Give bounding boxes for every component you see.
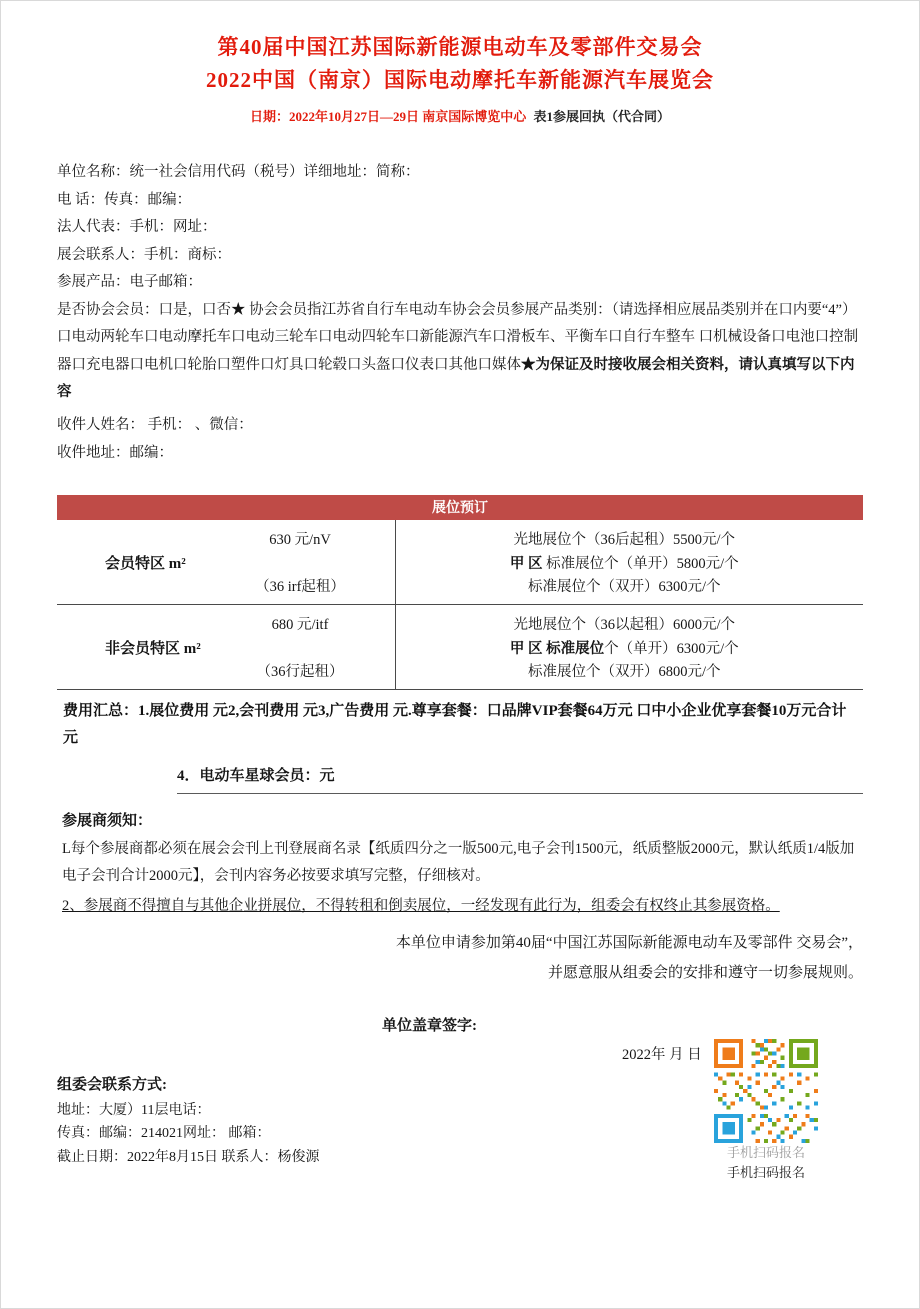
field-line-legal-rep: 法人代表：手机：网址： <box>57 219 217 236</box>
booth-option-standard-single <box>396 637 853 658</box>
table-row-nonmember <box>57 605 863 690</box>
nonmember-min-area-note: （36行起租） <box>256 664 344 681</box>
zone-a-label: 甲 区 <box>509 555 547 572</box>
bottom-section <box>57 1041 863 1181</box>
signature-label: 单位盖章签字: <box>382 1017 477 1034</box>
fee-summary-label: 费用汇总： <box>63 703 139 720</box>
nonmember-zone-cell <box>57 605 396 689</box>
nonmember-zone-label: 非会员特区 m² <box>105 640 201 657</box>
planet-member-fee-line: 4．电动车星球会员：元 <box>177 764 863 794</box>
field-line-recipient: 收件人姓名： 手机： 、微信： <box>57 417 253 434</box>
date-line <box>57 106 863 125</box>
event-date-text: 日期：2022年10月27日—29日 南京国际博览中心 <box>249 109 527 125</box>
nonmember-booth-options <box>396 605 863 689</box>
table-title: 展位预订 <box>57 495 863 520</box>
product-categories-text: 口电动两轮车口电动摩托车口电动三轮车口电动四轮车口新能源汽车口滑板车、平衡车口自行车整车 口机械设备口电池口控制器口充电器口电机口轮胎口塑件口灯具口轮毂口头盔口仪表口其他口媒体 <box>57 329 859 373</box>
contact-fax-line: 传真：邮编：214021网址： 邮箱： <box>57 1126 271 1142</box>
fee-summary-text: 1.展位费用 元2,会刊费用 元3,广告费用 元.尊享套餐：口品牌VIP套餐64万元 口中小企业优享套餐10万元合计 元 <box>63 703 847 747</box>
registration-form <box>57 159 863 467</box>
nonmember-zone-prices <box>206 611 395 683</box>
product-categories-line <box>57 324 863 407</box>
field-line-exhibit-contact: 展会联系人：手机：商标： <box>57 246 231 263</box>
booth-option-standard-single <box>396 552 853 573</box>
member-zone-prices <box>206 526 395 598</box>
field-line-products: 参展产品：电子邮箱： <box>57 274 202 291</box>
application-statement: 本单位申请参加第40届“中国江苏国际新能源电动车及零部件 交易会”，并愿意服从组委会的安排和遵守一切参展规则。 <box>395 934 863 981</box>
qr-code <box>714 1037 818 1145</box>
exhibitor-notices <box>57 806 863 919</box>
signature-date-line: 2022年 月 日 <box>622 1046 702 1063</box>
contact-deadline-line: 截止日期：2022年8月15日 联系人：杨俊源 <box>57 1149 320 1165</box>
notice-item-1: L每个参展商都必须在展会会刊上刊登展商名录【纸质四分之一版500元,电子会刊1500元，纸质整版2000元，默认纸质1/4版加电子会刊合计2000元】，会刊内容务必按要求填写完整，仔细核对。 <box>62 841 855 884</box>
member-booth-options <box>396 520 863 604</box>
field-line-company: 单位名称：统一社会信用代码（税号）详细地址：简称： <box>57 164 420 181</box>
table-row-member <box>57 520 863 605</box>
booth-option-open-ground: 光地展位个（36后起租）5500元/个 <box>513 532 736 549</box>
field-line-phone: 电 话：传真：邮编： <box>57 191 192 208</box>
qr-signup-block <box>713 1037 819 1185</box>
fee-summary-line <box>63 698 863 752</box>
member-min-area-note: （36 irf起租） <box>255 579 345 596</box>
document-title-line2: 2022中国（南京）国际电动摩托车新能源汽车展览会 <box>206 67 714 92</box>
field-line-membership: 是否协会会员：口是，口否★ 协会会员指江苏省自行车电动车协会会员参展产品类别：（请选择相应展品类别并在口内要“4”） <box>57 301 857 318</box>
booth-option-standard-double: 标准展位个（双开）6300元/个 <box>527 579 721 596</box>
contact-title: 组委会联系方式: <box>57 1076 167 1093</box>
categories-notice-bold: ★为保证及时接收展会相关资料，请认真填写以下内容 <box>57 356 855 401</box>
fee-summary-section <box>57 698 863 752</box>
standard-single-text: 个（单开）6300元/个 <box>604 640 739 657</box>
application-section <box>57 928 863 1035</box>
standard-single-text: 标准展位个（单开）5800元/个 <box>546 555 739 572</box>
member-unit-price: 630 元/nV <box>269 532 331 549</box>
nonmember-unit-price: 680 元/itf <box>271 617 329 634</box>
field-line-mailing-address: 收件地址：邮编： <box>57 444 173 461</box>
booth-option-open-ground: 光地展位个（36以起租）6000元/个 <box>513 617 736 634</box>
zone-a-label: 甲 区 标准展位 <box>509 640 605 657</box>
booth-option-standard-double: 标准展位个（双开）6800元/个 <box>527 664 721 681</box>
notice-item-2: 2、参展商不得擅自与其他企业拼展位，不得转租和倒卖展位，一经发现有此行为，组委会有权终止其参展资格。 <box>62 897 780 914</box>
form-tag-text: 表1参展回执（代合同） <box>533 109 671 125</box>
contact-address-line: 地址：大厦）11层电话： <box>57 1102 211 1118</box>
member-zone-cell <box>57 520 396 604</box>
member-zone-label: 会员特区 m² <box>105 555 186 572</box>
document-title-line1: 第40届中国江苏国际新能源电动车及零部件交易会 <box>217 35 703 59</box>
qr-caption-bottom: 手机扫码报名 <box>726 1165 805 1181</box>
qr-caption-top: 手机扫码报名 <box>726 1144 805 1160</box>
booth-booking-table <box>57 495 863 690</box>
notices-title: 参展商须知： <box>62 813 153 830</box>
